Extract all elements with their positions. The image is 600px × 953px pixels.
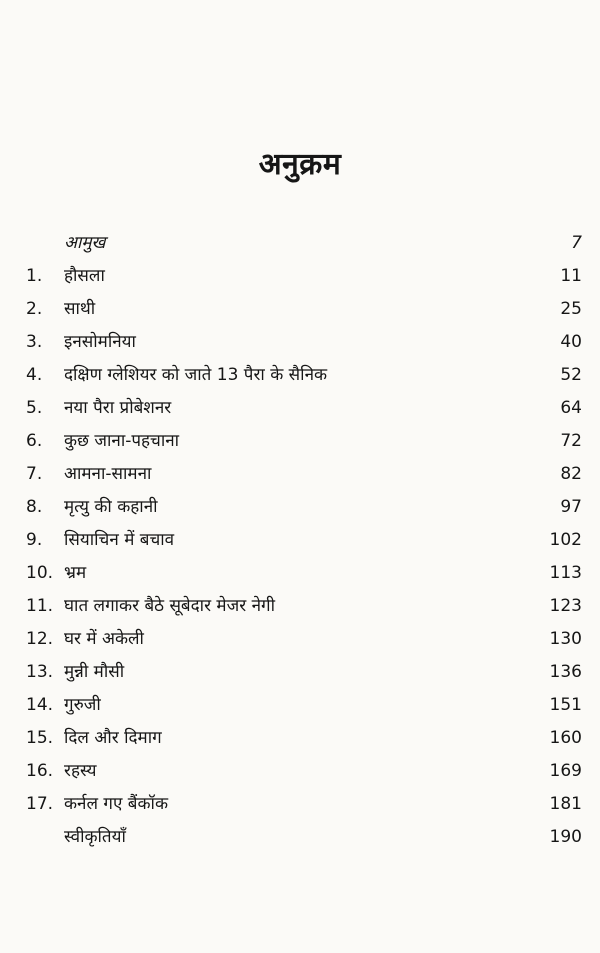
toc-entry <box>0 525 600 555</box>
toc-entry <box>0 294 600 324</box>
entry-number: 7. <box>26 464 43 484</box>
toc-entry <box>0 327 600 357</box>
entry-page-number: 82 <box>560 464 582 484</box>
toc-entry <box>0 492 600 522</box>
toc-entry <box>0 261 600 291</box>
entry-page-number: 7 <box>571 233 582 253</box>
toc-entry <box>0 393 600 423</box>
entry-page-number: 25 <box>560 299 582 319</box>
entry-title: कुछ जाना-पहचाना <box>64 431 180 451</box>
entry-title: घात लगाकर बैठे सूबेदार मेजर नेगी <box>64 596 275 616</box>
entry-page-number: 102 <box>549 530 582 550</box>
toc-entry <box>0 228 600 258</box>
toc-entry <box>0 822 600 852</box>
entry-number: 1. <box>26 266 43 286</box>
entry-page-number: 97 <box>560 497 582 517</box>
entry-number: 9. <box>26 530 43 550</box>
entry-page-number: 52 <box>560 365 582 385</box>
entry-title: आमुख <box>64 233 106 253</box>
entry-title: मृत्यु की कहानी <box>64 497 158 517</box>
entry-number: 15. <box>26 728 54 748</box>
entry-title: गुरुजी <box>64 695 101 715</box>
entry-page-number: 40 <box>560 332 582 352</box>
entry-number: 14. <box>26 695 54 715</box>
entry-title: रहस्य <box>64 761 97 781</box>
entry-page-number: 113 <box>549 563 582 583</box>
toc-entry <box>0 426 600 456</box>
page-title: अनुक्रम <box>258 147 342 182</box>
entry-number: 2. <box>26 299 43 319</box>
entry-page-number: 123 <box>549 596 582 616</box>
entry-title: सियाचिन में बचाव <box>64 530 175 550</box>
entry-number: 12. <box>26 629 54 649</box>
entry-title: दक्षिण ग्लेशियर को जाते 13 पैरा के सैनिक <box>64 365 328 385</box>
entry-title: स्वीकृतियाँ <box>64 827 126 847</box>
toc-entry <box>0 558 600 588</box>
entry-title: हौसला <box>64 266 105 286</box>
toc-entry <box>0 789 600 819</box>
toc-entry <box>0 657 600 687</box>
entry-title: साथी <box>64 299 96 319</box>
entry-number: 10. <box>26 563 54 583</box>
toc-entry <box>0 723 600 753</box>
entry-page-number: 72 <box>560 431 582 451</box>
entry-number: 17. <box>26 794 54 814</box>
entry-page-number: 11 <box>560 266 582 286</box>
entry-page-number: 64 <box>560 398 582 418</box>
entry-title: इनसोमनिया <box>64 332 136 352</box>
entry-number: 11. <box>26 596 54 616</box>
entry-page-number: 151 <box>549 695 582 715</box>
entry-number: 16. <box>26 761 54 781</box>
entry-page-number: 169 <box>549 761 582 781</box>
entry-number: 3. <box>26 332 43 352</box>
entry-page-number: 181 <box>549 794 582 814</box>
entry-number: 5. <box>26 398 43 418</box>
entry-number: 4. <box>26 365 43 385</box>
entry-number: 13. <box>26 662 54 682</box>
entry-title: कर्नल गए बैंकॉक <box>64 794 169 814</box>
entry-page-number: 136 <box>549 662 582 682</box>
toc-entry <box>0 624 600 654</box>
entry-title: दिल और दिमाग <box>64 728 162 748</box>
toc-entry <box>0 591 600 621</box>
entry-page-number: 160 <box>549 728 582 748</box>
entry-page-number: 190 <box>549 827 582 847</box>
entry-title: मुन्नी मौसी <box>64 662 125 682</box>
entry-number: 8. <box>26 497 43 517</box>
toc-entry <box>0 360 600 390</box>
entry-page-number: 130 <box>549 629 582 649</box>
entry-title: आमना-सामना <box>64 464 152 484</box>
entry-title: नया पैरा प्रोबेशनर <box>64 398 172 418</box>
entry-number: 6. <box>26 431 43 451</box>
entry-title: घर में अकेली <box>64 629 144 649</box>
toc-entry <box>0 690 600 720</box>
toc-entry <box>0 756 600 786</box>
toc-entry <box>0 459 600 489</box>
entry-title: भ्रम <box>64 563 87 583</box>
